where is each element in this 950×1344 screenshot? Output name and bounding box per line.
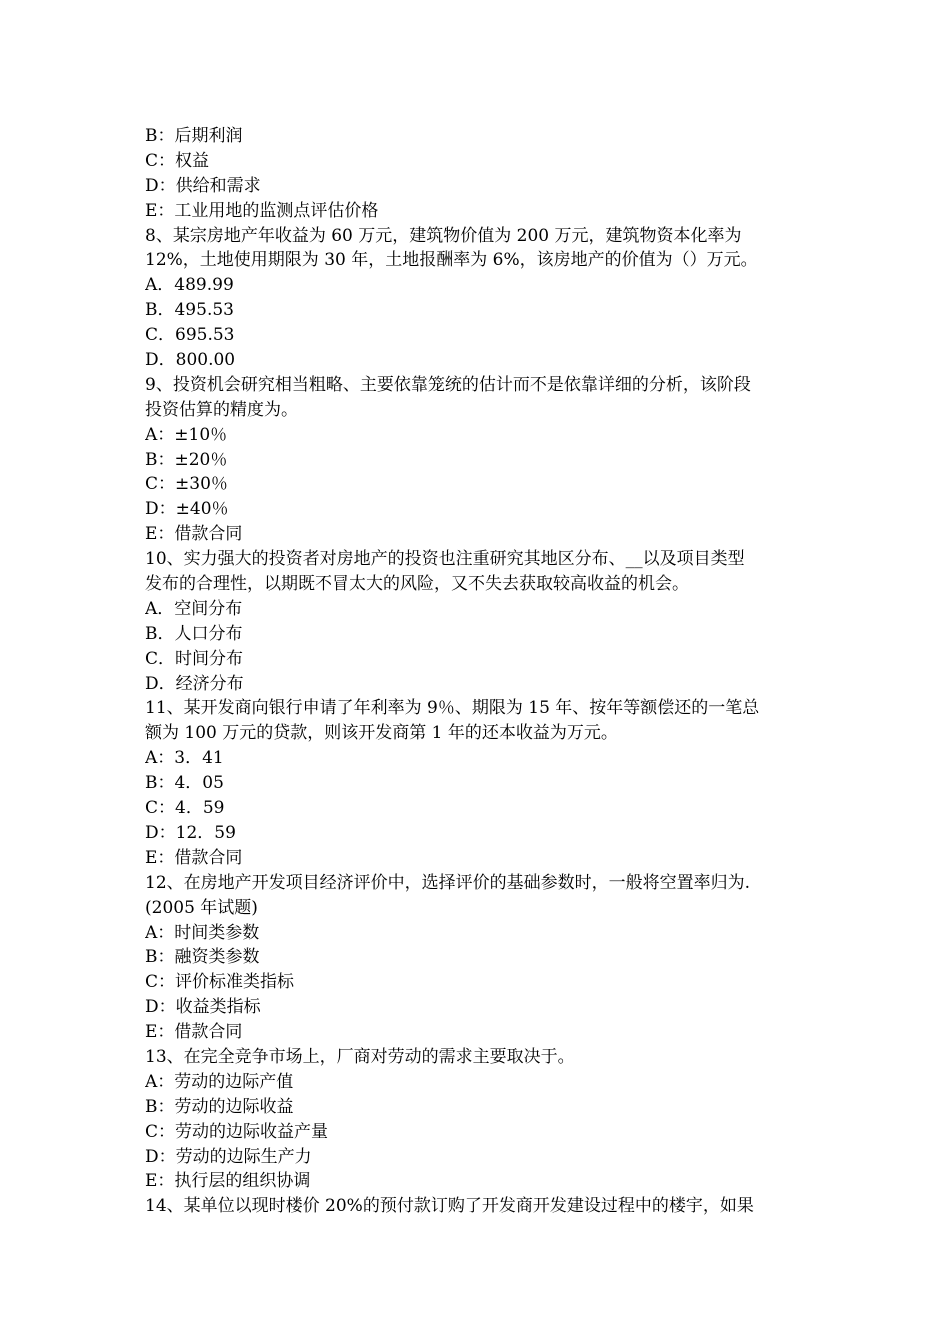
text-line: A：时间类参数 [145, 922, 260, 943]
text-line: C：评价标准类指标 [145, 972, 295, 993]
text-line: 11、某开发商向银行申请了年利率为 9％、期限为 15 年、按年等额偿还的一笔总 [145, 698, 760, 719]
text-line: B：4．05 [145, 773, 224, 794]
text-line: 投资估算的精度为。 [145, 399, 298, 420]
text-line: 发布的合理性，以期既不冒太大的风险，又不失去获取较高收益的机会。 [145, 574, 689, 595]
text-line: E：借款合同 [145, 1022, 243, 1043]
text-line: C．时间分布 [145, 648, 244, 669]
text-line: D：收益类指标 [145, 997, 261, 1018]
text-line: A：±10％ [145, 424, 228, 445]
text-line: D．经济分布 [145, 673, 244, 694]
text-line: D．800.00 [145, 350, 236, 371]
text-line: A：劳动的边际产值 [145, 1071, 294, 1092]
text-line: D：劳动的边际生产力 [145, 1146, 312, 1167]
text-line: D：12．59 [145, 822, 236, 843]
text-line: (2005 年试题) [145, 897, 258, 918]
text-line: D：±40％ [145, 499, 229, 520]
text-line: C：±30％ [145, 474, 228, 495]
text-line: 12、在房地产开发项目经济评价中，选择评价的基础参数时，一般将空置率归为. [145, 872, 751, 893]
text-line: 8、某宗房地产年收益为 60 万元，建筑物价值为 200 万元，建筑物资本化率为 [145, 225, 742, 246]
text-line: C：劳动的边际收益产量 [145, 1121, 329, 1142]
text-line: 额为 100 万元的贷款，则该开发商第 1 年的还本收益为万元。 [145, 723, 618, 744]
text-line: B：劳动的边际收益 [145, 1096, 294, 1117]
text-line: A．空间分布 [145, 598, 243, 619]
text-line: E：借款合同 [145, 524, 243, 545]
text-line: 12%，土地使用期限为 30 年，土地报酬率为 6%，该房地产的价值为（）万元。 [145, 250, 758, 271]
text-line: 14、某单位以现时楼价 20%的预付款订购了开发商开发建设过程中的楼宇，如果 [145, 1196, 754, 1217]
text-line: B．人口分布 [145, 623, 243, 644]
text-line: A：3．41 [145, 748, 224, 769]
text-line: E：借款合同 [145, 847, 243, 868]
text-line: B．495.53 [145, 300, 234, 321]
text-line: B：±20％ [145, 449, 228, 470]
document-body [145, 124, 810, 1219]
text-line: 10、实力强大的投资者对房地产的投资也注重研究其地区分布、__以及项目类型 [145, 549, 745, 570]
text-line: C：权益 [145, 150, 210, 171]
text-line: 9、投资机会研究相当粗略、主要依靠笼统的估计而不是依靠详细的分析，该阶段 [145, 374, 751, 395]
text-line: 13、在完全竞争市场上，厂商对劳动的需求主要取决于。 [145, 1046, 575, 1067]
text-line: A．489.99 [145, 275, 234, 296]
text-line: E：工业用地的监测点评估价格 [145, 200, 379, 221]
text-line: B：后期利润 [145, 126, 243, 146]
text-line: C：4．59 [145, 798, 225, 819]
text-line: E：执行层的组织协调 [145, 1171, 311, 1192]
text-line: D：供给和需求 [145, 175, 261, 196]
text-line: C．695.53 [145, 325, 235, 346]
text-line: B：融资类参数 [145, 947, 260, 968]
